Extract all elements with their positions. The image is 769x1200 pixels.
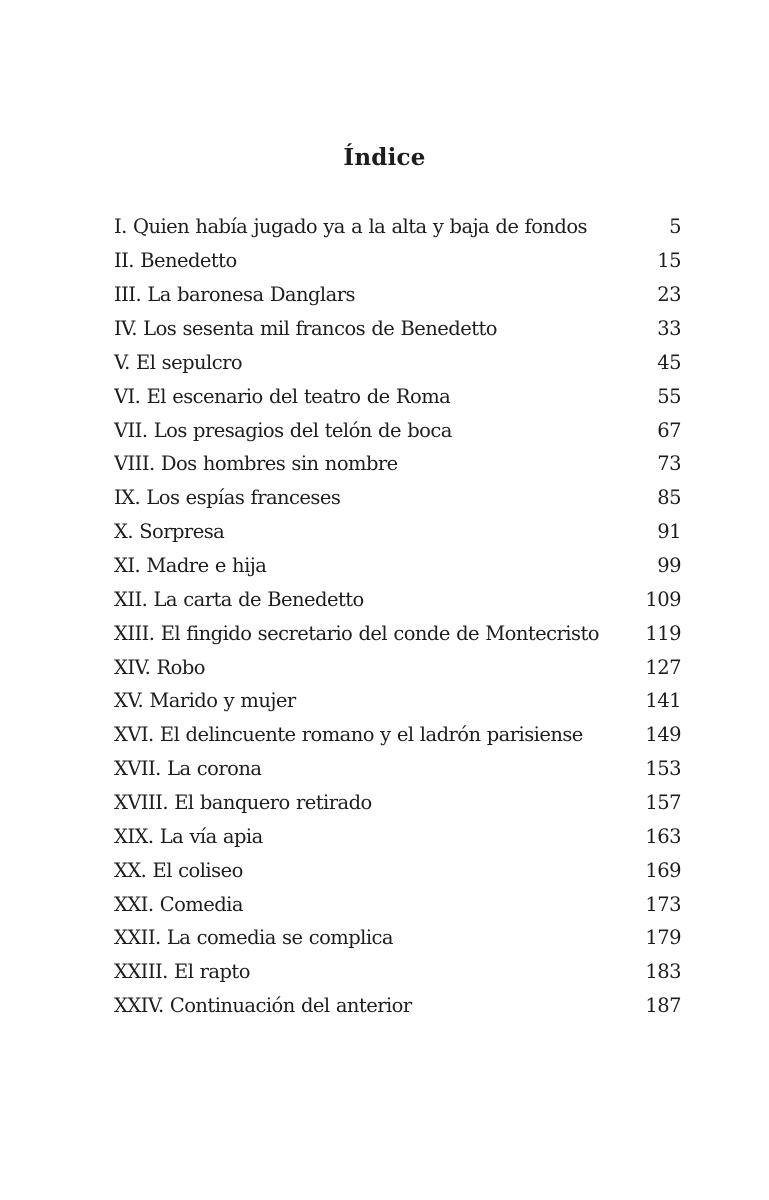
page-number: 99 — [657, 554, 681, 578]
page-number: 127 — [645, 655, 681, 679]
toc-entry — [114, 786, 681, 820]
toc-entry — [114, 345, 681, 379]
page-number: 85 — [657, 486, 681, 510]
page-number: 169 — [645, 858, 681, 882]
chapter-title: III. La baronesa Danglars — [114, 283, 355, 307]
page-number: 45 — [657, 350, 681, 374]
chapter-title: XVIII. El banquero retirado — [114, 791, 372, 815]
chapter-title: II. Benedetto — [114, 249, 237, 273]
toc-entry — [114, 447, 681, 481]
chapter-title: XIV. Robo — [114, 655, 205, 679]
page-number: 141 — [645, 689, 681, 713]
toc-entry — [114, 718, 681, 752]
chapter-title: XX. El coliseo — [114, 858, 243, 882]
toc-entry — [114, 515, 681, 549]
toc-entry — [114, 819, 681, 853]
chapter-title: IV. Los sesenta mil francos de Benedetto — [114, 317, 497, 340]
chapter-title: XXIII. El rapto — [114, 960, 250, 984]
chapter-title: XIX. La vía apia — [114, 824, 263, 848]
chapter-title: VIII. Dos hombres sin nombre — [114, 452, 398, 476]
toc-entry — [114, 582, 681, 616]
chapter-title: XVI. El delincuente romano y el ladrón parisiense — [114, 723, 583, 747]
chapter-title: I. Quien había jugado ya a la alta y baja de fondos — [114, 215, 588, 239]
toc-entry — [114, 955, 681, 989]
toc-entry — [114, 210, 681, 244]
page-title: Índice — [343, 144, 426, 171]
toc-entry — [114, 379, 681, 413]
chapter-title: XXI. Comedia — [114, 892, 243, 916]
chapter-title: XII. La carta de Benedetto — [114, 587, 364, 611]
chapter-title: IX. Los espías franceses — [114, 486, 341, 510]
toc-entry — [114, 312, 681, 346]
toc-entry — [114, 853, 681, 887]
chapter-title: XI. Madre e hija — [114, 554, 267, 578]
page-number: 163 — [645, 824, 681, 848]
toc-entry — [114, 921, 681, 955]
page-number: 187 — [645, 994, 681, 1018]
page-number: 33 — [657, 317, 681, 340]
page-number: 149 — [645, 723, 681, 747]
chapter-title: XIII. El fingido secretario del conde de Montecristo — [114, 621, 599, 645]
page-number: 153 — [645, 757, 681, 781]
page-number: 91 — [657, 520, 681, 544]
page-number: 173 — [645, 892, 681, 916]
page-number: 183 — [645, 960, 681, 984]
table-of-contents — [114, 210, 681, 1023]
page-number: 119 — [645, 621, 681, 645]
toc-entry — [114, 616, 681, 650]
page-number: 15 — [657, 249, 681, 273]
chapter-title: XV. Marido y mujer — [114, 689, 296, 713]
page-number: 179 — [645, 926, 681, 950]
page-number: 67 — [657, 418, 681, 442]
page-number: 73 — [657, 452, 681, 476]
toc-entry — [114, 684, 681, 718]
page-number: 5 — [669, 215, 681, 239]
toc-entry — [114, 989, 681, 1023]
toc-entry — [114, 413, 681, 447]
page-number: 55 — [657, 384, 681, 408]
chapter-title: VI. El escenario del teatro de Roma — [114, 384, 451, 408]
chapter-title: XXIV. Continuación del anterior — [114, 994, 412, 1018]
toc-entry — [114, 549, 681, 583]
toc-entry — [114, 887, 681, 921]
toc-entry — [114, 244, 681, 278]
toc-entry — [114, 752, 681, 786]
page-number: 23 — [657, 283, 681, 307]
chapter-title: VII. Los presagios del telón de boca — [114, 418, 452, 442]
chapter-title: V. El sepulcro — [114, 350, 243, 374]
chapter-title: XVII. La corona — [114, 757, 262, 781]
toc-entry — [114, 481, 681, 515]
toc-entry — [114, 650, 681, 684]
page-number: 109 — [645, 587, 681, 611]
chapter-title: X. Sorpresa — [114, 520, 225, 544]
chapter-title: XXII. La comedia se complica — [114, 926, 393, 950]
toc-entry — [114, 278, 681, 312]
page-number: 157 — [645, 791, 681, 815]
